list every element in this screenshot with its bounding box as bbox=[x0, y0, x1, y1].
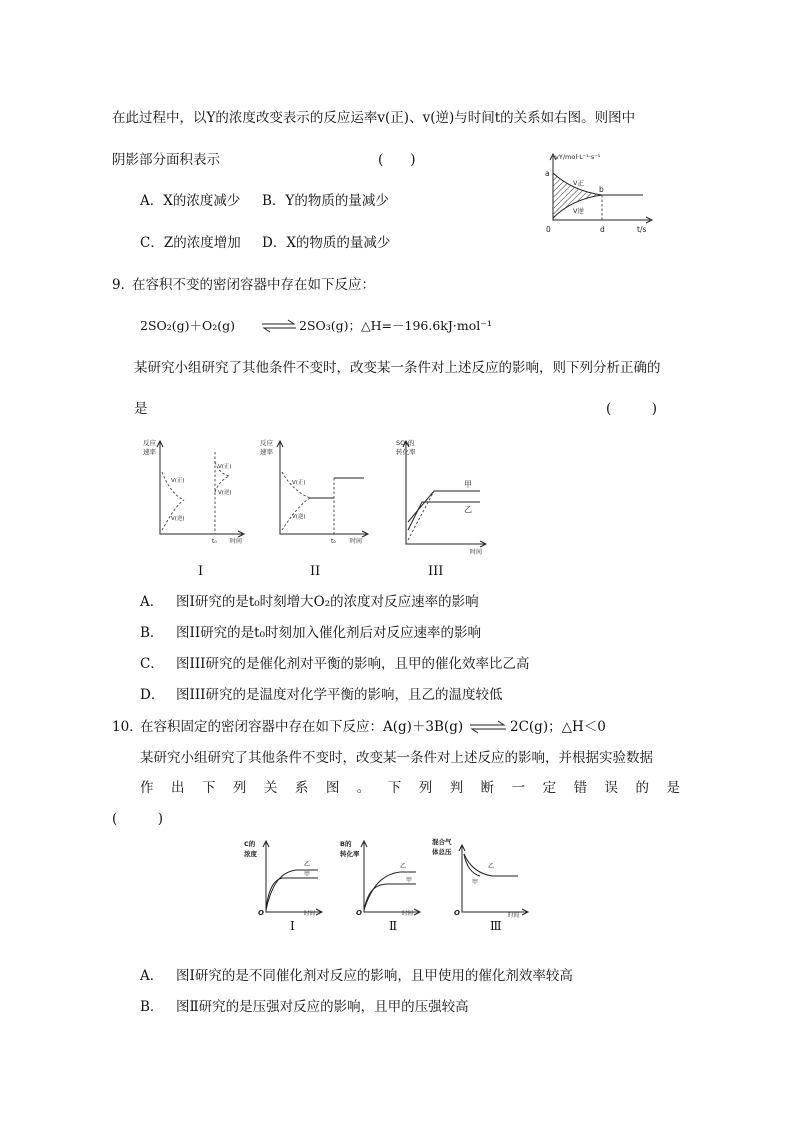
q8-label-v-reverse: V逆 bbox=[573, 207, 584, 215]
q9-option-a: 图I研究的是t₀时刻增大O₂的浓度对反应速率的影响 bbox=[176, 594, 479, 610]
q10-option-a-label: A． bbox=[140, 968, 164, 984]
q10-intro-char: 下 bbox=[387, 780, 402, 796]
q10-g1-ylabel1: C的 bbox=[244, 840, 256, 848]
q10-intro-char: 出 bbox=[170, 780, 185, 796]
q9-caption-3: III bbox=[428, 564, 444, 579]
q8-label-b: b bbox=[599, 185, 604, 194]
q9-option-b-label: B． bbox=[140, 625, 164, 641]
q8-bracket: ( ) bbox=[378, 152, 416, 168]
q9-caption-2: II bbox=[310, 564, 321, 579]
q10-g1-origin: O bbox=[258, 909, 264, 917]
q8-rate-time-graph bbox=[540, 148, 660, 238]
q9-g1-ylabel1: 反应 bbox=[143, 439, 156, 447]
q9-g2-ylabel2: 速率 bbox=[260, 448, 273, 456]
q9-g1-vpos2: V(正) bbox=[218, 464, 232, 470]
q8-option-d: D．X的物质的量减少 bbox=[262, 235, 391, 251]
q9-g3-label-yi: 乙 bbox=[464, 505, 472, 514]
q9-g2-ylabel1: 反应 bbox=[260, 439, 273, 447]
q10-intro-char: 关 bbox=[263, 780, 278, 796]
q10-g2-label-yi: 乙 bbox=[400, 863, 407, 870]
q10-g1-label-jia: 甲 bbox=[304, 871, 311, 878]
q10-g2-ylabel1: B的 bbox=[340, 840, 352, 848]
q10-g2-ylabel2: 转化率 bbox=[340, 850, 360, 858]
q9-g1-vneg: V(逆) bbox=[171, 516, 185, 522]
q10-caption-1: I bbox=[290, 919, 295, 933]
q10-intro-char: 判 bbox=[449, 780, 464, 796]
q9-g1-vneg2: V(逆) bbox=[218, 490, 232, 496]
q9-number: 9． bbox=[112, 277, 135, 293]
q10-g3-ylabel2: 体总压 bbox=[432, 848, 452, 856]
q10-stem-right: 2C(g)；△H＜0 bbox=[510, 719, 606, 735]
q8-origin: 0 bbox=[546, 225, 551, 234]
q10-graph-3 bbox=[432, 832, 536, 922]
q10-graph-1 bbox=[246, 832, 326, 922]
q8-option-a: A．X的浓度减少 bbox=[140, 193, 241, 209]
q8-label-v-forward: V正 bbox=[573, 179, 584, 187]
q10-intro-char: 图 bbox=[325, 780, 340, 796]
q9-option-d-label: D． bbox=[140, 687, 165, 703]
q10-intro-char: 是 bbox=[666, 780, 680, 796]
q9-option-a-label: A． bbox=[140, 594, 164, 610]
q9-g3-ylabel1: SO₂的 bbox=[396, 439, 415, 447]
q9-g1-t0: t₀ bbox=[212, 538, 217, 545]
q9-graph-3 bbox=[392, 432, 492, 556]
q9-eq-left: 2SO₂(g)＋O₂(g) bbox=[140, 318, 236, 333]
q9-graph-1 bbox=[140, 432, 250, 552]
q10-g2-xlabel: 时间 bbox=[402, 911, 414, 917]
q10-option-a: 图Ⅰ研究的是不同催化剂对反应的影响，且甲使用的催化剂效率较高 bbox=[176, 968, 573, 984]
q10-g1-ylabel2: 浓度 bbox=[244, 850, 257, 858]
q10-equilibrium-arrow bbox=[468, 720, 508, 734]
q10-g3-curve-jia bbox=[464, 854, 480, 876]
q10-g1-label-yi: 乙 bbox=[304, 861, 311, 868]
q9-g1-ylabel2: 速率 bbox=[143, 448, 156, 456]
q9-bracket: ( ) bbox=[606, 401, 658, 417]
q8-label-a: a bbox=[545, 169, 550, 178]
q9-stem: 在容积不变的密闭容器中存在如下反应： bbox=[132, 277, 375, 293]
q10-intro-char: 系 bbox=[294, 780, 309, 796]
q10-bracket: ( ) bbox=[112, 811, 164, 827]
q10-g1-curve-jia bbox=[266, 878, 318, 910]
q9-g1-xlabel: 时间 bbox=[230, 538, 243, 545]
q9-g2-vpos: V(正) bbox=[292, 480, 306, 486]
q10-g3-xlabel: 时间 bbox=[508, 913, 520, 919]
q10-intro-char: 下 bbox=[201, 780, 216, 796]
q8-line1: 在此过程中，以Y的浓度改变表示的反应运率v(正)、v(逆)与时间t的关系如右图。则图中 bbox=[112, 110, 636, 126]
q10-stem-left: 在容积固定的密闭容器中存在如下反应：A(g)＋3B(g) bbox=[140, 719, 464, 735]
q9-g3-label-jia: 甲 bbox=[464, 480, 472, 489]
q8-graph-ylabel: vY/mol·L⁻¹·s⁻¹ bbox=[555, 153, 601, 161]
q8-label-d: d bbox=[600, 225, 605, 234]
q10-g3-label-yi: 乙 bbox=[488, 863, 495, 870]
q10-g3-origin: O bbox=[454, 909, 460, 917]
q10-intro-char: 定 bbox=[542, 780, 557, 796]
q9-eq-right: 2SO₃(g)；△H=－196.6kJ·mol⁻¹ bbox=[299, 318, 492, 333]
q9-g3-ylabel2: 转化率 bbox=[396, 448, 416, 456]
q10-intro-char: 。 bbox=[356, 780, 371, 796]
q9-option-c-label: C． bbox=[140, 656, 164, 672]
q8-line2: 阴影部分面积表示 bbox=[112, 152, 220, 168]
q9-g1-vpos: V(正) bbox=[171, 478, 185, 484]
q9-option-b: 图II研究的是t₀时刻加入催化剂后对反应速率的影响 bbox=[176, 625, 482, 641]
q10-g2-origin: O bbox=[356, 909, 362, 917]
q9-g2-t0: t₀ bbox=[331, 538, 336, 545]
q8-option-c: C．Z的浓度增加 bbox=[140, 235, 241, 251]
q10-caption-3: Ⅲ bbox=[490, 919, 502, 933]
q10-intro-char: 误 bbox=[604, 780, 619, 796]
q8-xlabel: t/s bbox=[637, 225, 647, 234]
q10-intro-char: 列 bbox=[232, 780, 247, 796]
q9-option-d: 图III研究的是温度对化学平衡的影响，且乙的温度较低 bbox=[176, 687, 503, 703]
q10-g3-ylabel1: 混合气 bbox=[432, 838, 452, 846]
q10-intro-line2 bbox=[140, 779, 680, 797]
q10-g1-xlabel: 时间 bbox=[304, 911, 316, 917]
q10-g2-label-jia: 甲 bbox=[406, 877, 413, 884]
q9-graph-2 bbox=[258, 432, 373, 552]
q10-intro-char: 错 bbox=[573, 780, 588, 796]
q10-caption-2: Ⅱ bbox=[389, 919, 398, 933]
q10-option-b: 图Ⅱ研究的是压强对反应的影响，且甲的压强较高 bbox=[176, 999, 469, 1015]
q9-equilibrium-arrow bbox=[260, 319, 298, 333]
q10-g2-curve-jia bbox=[364, 884, 416, 910]
q10-g1-curve-yi bbox=[266, 870, 318, 910]
q10-intro-char: 作 bbox=[140, 780, 154, 796]
q10-option-b-label: B． bbox=[140, 999, 164, 1015]
q10-intro-char: 一 bbox=[511, 780, 526, 796]
q9-intro-line2: 是 bbox=[134, 401, 148, 417]
q9-intro-line1: 某研究小组研究了其他条件不变时，改变某一条件对上述反应的影响，则下列分析正确的 bbox=[134, 360, 661, 376]
q9-caption-1: I bbox=[198, 564, 204, 579]
q9-g3-xlabel: 时间 bbox=[470, 549, 483, 556]
q10-number: 10． bbox=[112, 719, 143, 735]
q9-g2-vneg: V(逆) bbox=[292, 514, 306, 520]
q9-option-c: 图III研究的是催化剂对平衡的影响，且甲的催化效率比乙高 bbox=[176, 656, 530, 672]
q10-intro-char: 的 bbox=[635, 780, 649, 796]
q8-option-b: B．Y的物质的量减少 bbox=[262, 193, 389, 209]
q10-intro-char: 断 bbox=[480, 780, 495, 796]
q10-g3-label-jia: 甲 bbox=[472, 879, 479, 886]
q10-intro-line1: 某研究小组研究了其他条件不变时，改变某一条件对上述反应的影响，并根据实验数据 bbox=[140, 750, 653, 766]
q10-graph-2 bbox=[340, 832, 424, 922]
q10-intro-char: 列 bbox=[418, 780, 433, 796]
q9-g2-xlabel: 时间 bbox=[350, 538, 363, 545]
